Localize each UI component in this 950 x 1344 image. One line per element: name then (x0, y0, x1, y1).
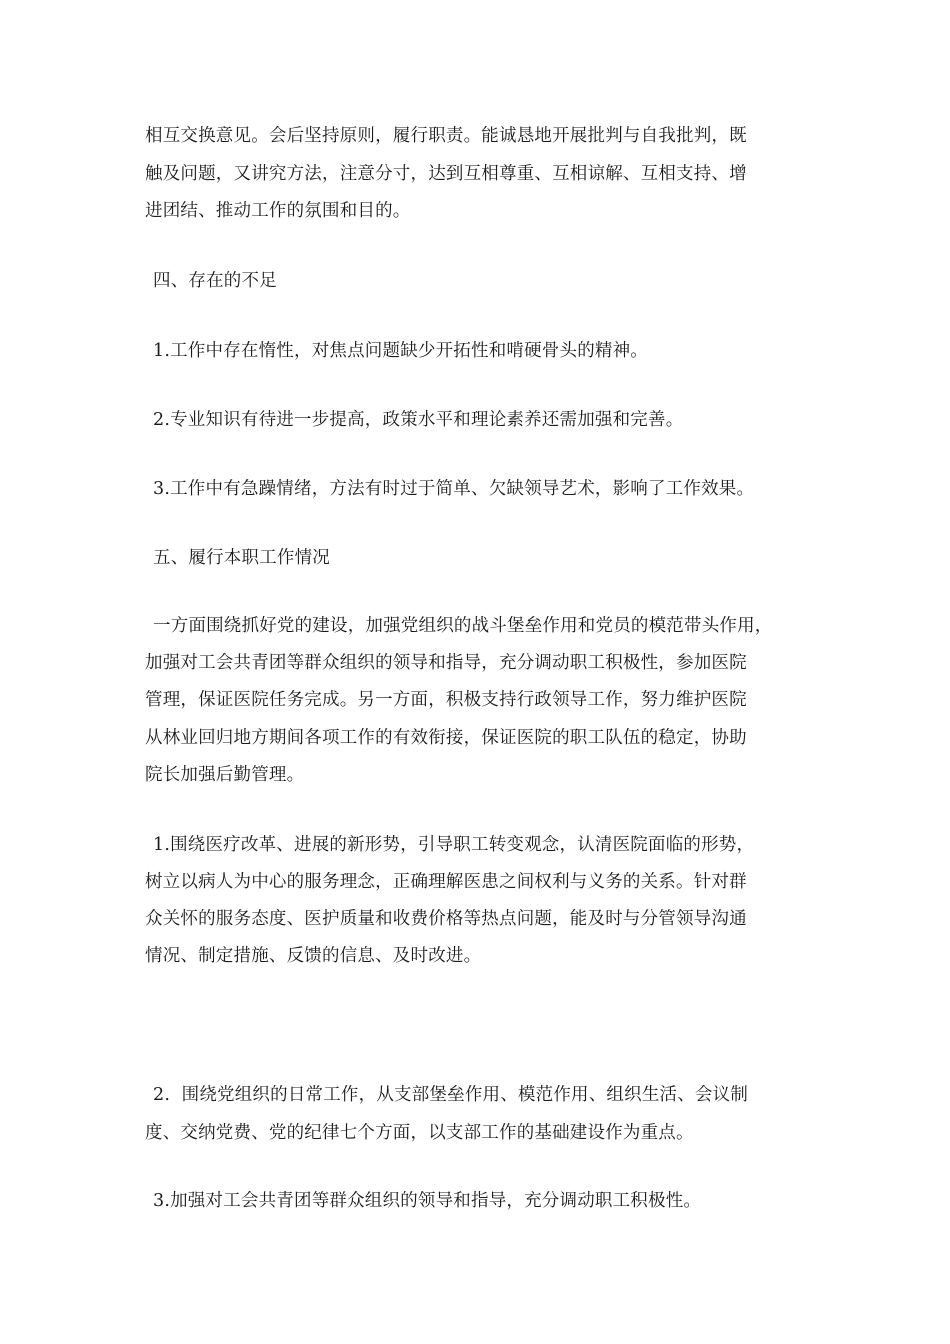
text-line: 众关怀的服务态度、医护质量和收费价格等热点问题，能及时与分管领导沟通 (145, 909, 747, 929)
text-line: 院长加强后勤管理。 (145, 765, 305, 785)
list-item: 1.工作中存在惰性，对焦点问题缺少开拓性和啃硬骨头的精神。 (153, 341, 648, 361)
text-line: 触及问题，又讲究方法，注意分寸，达到互相尊重、互相谅解、互相支持、增 (145, 164, 747, 184)
text-line: 情况、制定措施、反馈的信息、及时改进。 (145, 946, 482, 966)
list-item: 2.专业知识有待进一步提高，政策水平和理论素养还需加强和完善。 (153, 410, 684, 430)
text-line: 2. 围绕党组织的日常工作，从支部堡垒作用、模范作用、组织生活、会议制 (153, 1085, 749, 1105)
text-line: 1.围绕医疗改革、进展的新形势，引导职工转变观念，认清医院面临的形势， (153, 835, 755, 855)
text-line: 树立以病人为中心的服务理念，正确理解医患之间权利与义务的关系。针对群 (145, 872, 747, 892)
text-line: 一方面围绕抓好党的建设，加强党组织的战斗堡垒作用和党员的模范带头作用， (153, 616, 773, 636)
list-item: 3.工作中有急躁情绪，方法有时过于简单、欠缺领导艺术，影响了工作效果。 (153, 479, 755, 499)
section-heading-4: 四、存在的不足 (153, 271, 277, 291)
text-line: 度、交纳党费、党的纪律七个方面，以支部工作的基础建设作为重点。 (145, 1123, 694, 1143)
text-line: 加强对工会共青团等群众组织的领导和指导，充分调动职工积极性，参加医院 (145, 653, 747, 673)
text-line: 管理，保证医院任务完成。另一方面，积极支持行政领导工作，努力维护医院 (145, 690, 747, 710)
section-heading-5: 五、履行本职工作情况 (153, 548, 330, 568)
text-line: 相互交换意见。会后坚持原则，履行职责。能诚恳地开展批判与自我批判，既 (145, 126, 747, 146)
text-line: 从林业回归地方期间各项工作的有效衔接，保证医院的职工队伍的稳定，协助 (145, 728, 747, 748)
text-line: 进团结、推动工作的氛围和目的。 (145, 201, 411, 221)
item-3-paragraph: 3.加强对工会共青团等群众组织的领导和指导，充分调动职工积极性。 (153, 1191, 702, 1211)
